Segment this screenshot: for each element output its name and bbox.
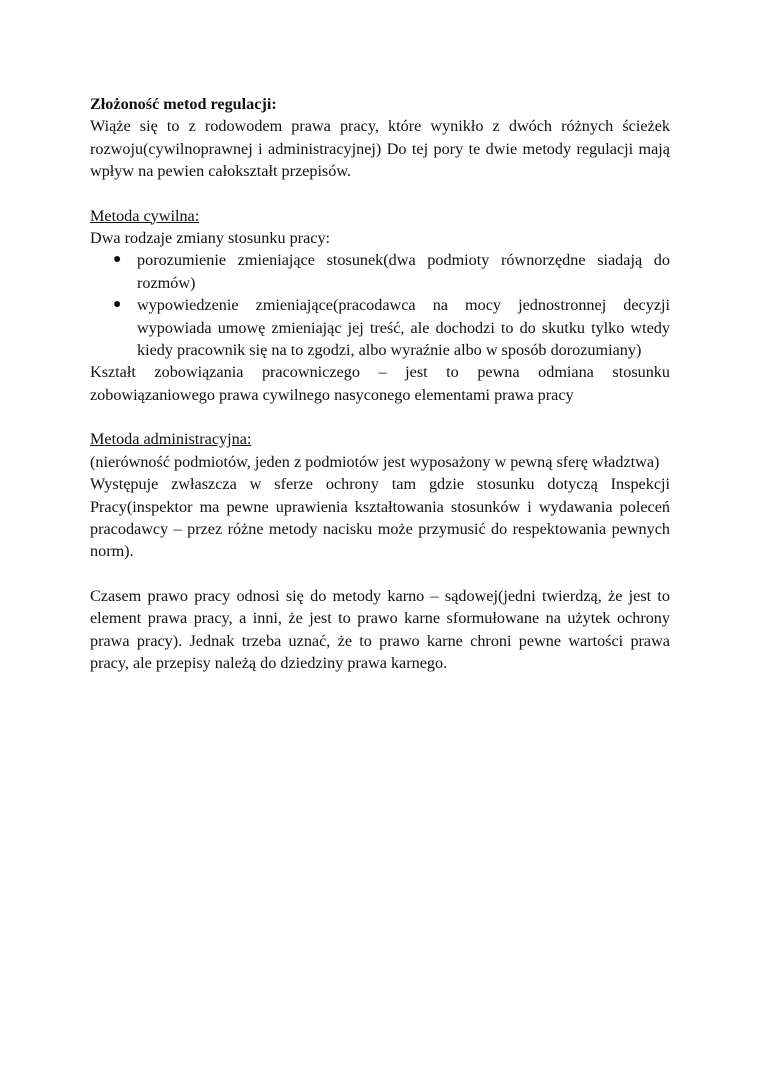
spacer xyxy=(90,406,670,428)
document-heading: Złożoność metod regulacji: xyxy=(90,95,277,113)
admin-method-paragraph-2: Występuje zwłaszcza w sferze ochrony tam gdzie stosunku dotyczą Inspekcji Pracy(inspektor ma pewne uprawienia kształtowania stosunków i wydawania poleceń pracodawcy – przez różne metody nacisku może przymusić do respektowania pewnych norm). xyxy=(90,475,670,561)
bullet-icon: ● xyxy=(113,252,122,268)
closing-paragraph: Czasem prawo pracy odnosi się do metody karno – sądowej(jedni twierdzą, że jest to element prawa pracy, a inni, że jest to prawo karne sformułowane na użytek ochrony prawa pracy). Jednak trzeba uznać, że to prawo karne chroni pewne wartości prawa pracy, ale przepisy należą do dziedziny prawa karnego. xyxy=(90,586,670,672)
document-page xyxy=(90,93,670,674)
admin-method-paragraph-1: (nierówność podmiotów, jeden z podmiotów jest wyposażony w pewną sferę władztwa) xyxy=(90,452,660,471)
civil-method-title: Metoda cywilna: xyxy=(90,206,200,225)
list-item-text: porozumienie zmieniające stosunek(dwa podmioty równorzędne siadają do rozmów) xyxy=(137,251,670,292)
civil-method-lead: Dwa rodzaje zmiany stosunku pracy: xyxy=(90,229,331,248)
list-item xyxy=(90,249,670,294)
list-item-text: wypowiedzenie zmieniające(pracodawca na mocy jednostronnej decyzji wypowiada umowę zmieniając jej treść, ale dochodzi to do skutku tylko wtedy kiedy pracownik się na to zgodzi, albo wyraźnie albo w sposób dorozumiany) xyxy=(137,296,670,360)
spacer xyxy=(90,183,670,205)
civil-method-list xyxy=(90,249,670,361)
civil-method-conclusion: Kształt zobowiązania pracowniczego – jest to pewna odmiana stosunku zobowiązaniowego prawa cywilnego nasyconego elementami prawa pracy xyxy=(90,363,670,404)
bullet-icon: ● xyxy=(113,297,122,313)
intro-paragraph: Wiąże się to z rodowodem prawa pracy, które wynikło z dwóch różnych ścieżek rozwoju(cywilnoprawnej i administracyjnej) Do tej pory te dwie metody regulacji mają wpływ na pewien całokształt przepisów. xyxy=(90,117,670,181)
admin-method-title: Metoda administracyjna: xyxy=(90,430,252,449)
list-item xyxy=(90,294,670,361)
spacer xyxy=(90,563,670,585)
